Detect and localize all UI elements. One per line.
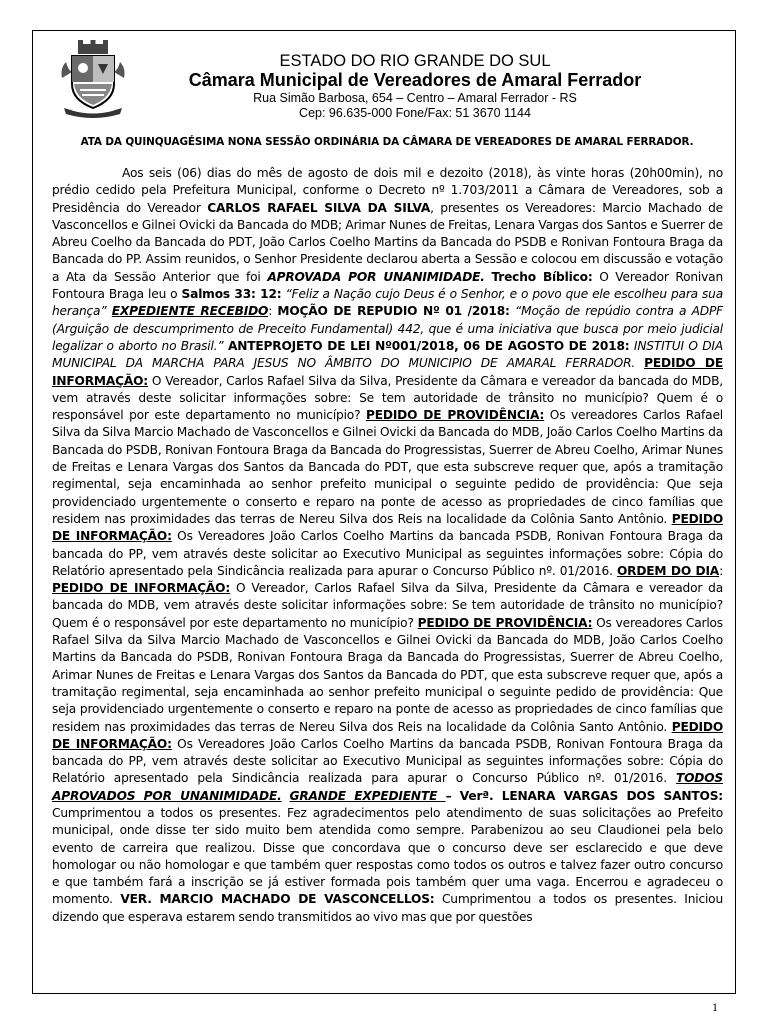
contact-line: Cep: 96.635-000 Fone/Fax: 51 3670 1144 <box>299 106 531 120</box>
text-run: “Moção de repúdio contra a ADPF (Arguição de descumprimento de Preceito Fundamental) 442, que é uma iniciativa que busca por meio judicial legalizar o aborto no Brasil.” <box>52 304 723 353</box>
text-run: “Feliz a Nação cujo Deus é o Senhor, e o povo que ele escolheu para sua herança” <box>52 287 724 319</box>
text-run: Os vereadores Carlos Rafael Silva da Silva Marcio Machado de Vasconcellos e Gilnei Ovicki da Bancada do MDB, João Carlos Coelho Martins da Bancada do PSDB, Ronivan Fontoura Braga da Bancada do Progressistas, Suerrer de Abreu Coelho, Arimar Nunes de Freitas e Lenara Vargas dos Santos da Bancada do PDT, que esta subscreve requer que, após a tramitação regimental, seja encaminhada ao senhor prefeito municipal o seguinte pedido de providência: Que seja providenciado urgentemente o conserto e reparo na ponte de acesso as propriedades de cinco famílias que residem nas proximidades das terras de Nereu Silva dos Reis na localidade da Colônia Santo Antônio. <box>52 408 723 526</box>
text-run: INSTITUI O DIA MUNICIPAL DA MARCHA PARA JESUS NO ÂMBITO DO MUNICIPIO DE AMARAL FERRADOR. <box>52 338 723 371</box>
text-run <box>282 789 290 803</box>
chamber-name: Câmara Municipal de Vereadores de Amaral Ferrador <box>188 70 642 90</box>
text-run: GRANDE EXPEDIENTE <box>289 788 446 803</box>
text-run: MOÇÃO DE REPUDIO Nº 01 /2018: <box>277 304 510 319</box>
text-run: PEDIDO DE INFORMAÇÃO: <box>52 356 723 388</box>
text-run: , presentes os Vereadores: Marcio Machado de Vasconcellos e Gilnei Ovicki da Bancada do MDB; Arimar Nunes de Freitas, Lenara Vargas dos Santos e Suerrer de Abreu Coelho da Bancada do PDT, João Carlos Coelho Martins da Bancada do PSDB e Ronivan Fontoura Braga da Bancada do PP. Assim reunidos, o Senhor Presidente declarou aberta a Sessão e colocou em discussão e votação a Ata da Sessão Anterior que foi <box>52 200 723 284</box>
text-run: PEDIDO DE INFORMAÇÃO: <box>52 511 723 544</box>
text-run: PEDIDO DE PROVIDÊNCIA: <box>417 615 593 630</box>
page-number: 1 <box>712 1000 718 1014</box>
text-run: : <box>719 563 724 578</box>
text-run: Os Vereadores João Carlos Coelho Martins da bancada PSDB, Ronivan Fontoura Braga da bancada do PP, vem através deste solicitar ao Executivo Municipal as seguintes informações sobre: Cópia do Relatório apresentado pela Sindicância realizada para apurar o Concurso Público nº. 01/2016. <box>52 736 723 786</box>
state-name: ESTADO DO RIO GRANDE DO SUL <box>279 52 551 70</box>
text-run: ANTEPROJETO DE LEI Nº001/2018, 06 DE AGOSTO DE 2018: <box>227 338 630 353</box>
text-run: Cumprimentou a todos os presentes. Iniciou dizendo que esperava estarem sendo transmitidos ao vivo mas que por questões <box>52 892 723 924</box>
text-run: EXPEDIENTE RECEBIDO <box>111 304 269 319</box>
municipal-coat-of-arms-icon <box>58 38 128 118</box>
minutes-body <box>52 165 723 926</box>
text-run: PEDIDO DE PROVIDÊNCIA: <box>365 408 545 423</box>
text-run: Os vereadores Carlos Rafael Silva da Silva Marcio Machado de Vasconcellos e Gilnei Ovicki da Bancada do MDB, João Carlos Coelho Martins da Bancada do PSDB, Ronivan Fontoura Braga da Bancada do Progressistas, Suerrer de Abreu Coelho, Arimar Nunes de Freitas e Lenara Vargas dos Santos da Bancada do PDT, que esta subscreve requer que, após a tramitação regimental, seja encaminhada ao senhor prefeito municipal o seguinte pedido de providência: Que seja providenciado urgentemente o conserto e reparo na ponte de acesso as propriedades de cinco famílias que residem nas proximidades das terras de Nereu Silva dos Reis na localidade da Colônia Santo Antônio. <box>52 615 723 734</box>
text-run: : <box>268 304 278 319</box>
text-run: ORDEM DO DIA <box>616 563 720 578</box>
text-run: O Vereador, Carlos Rafael Silva da Silva, Presidente da Câmara e vereador da bancada do MDB, vem através deste solicitar informações sobre: Se tem autoridade de trânsito no município? Quem é o responsável por este departamento no município? <box>52 373 723 423</box>
text-run: Cumprimentou a todos os presentes. Fez agradecimentos pelo atendimento de suas solicitações ao Prefeito municipal, onde disse ter sido muito bem atendida como sempre. Parabenizou ao seu Claudionei pela belo evento de carreira que realizou. Disse que concordava que o concurso deve ser esclarecido e que deve homologar ou não homologar e que também quer respostas como todos os outros e talvez fazer outro concurso e que também fará a inscrição se já estiver formada pois também quer uma vaga. Encerrou e agradeceu o momento. <box>52 805 723 907</box>
address-line: Rua Simão Barbosa, 654 – Centro – Amaral Ferrador - RS <box>253 91 577 105</box>
text-run: APROVADA POR UNANIMIDADE. <box>267 269 485 284</box>
text-run: PEDIDO DE INFORMAÇÃO: <box>52 581 231 596</box>
text-run: Trecho Bíblico: <box>491 269 593 284</box>
text-run: Os Vereadores João Carlos Coelho Martins da bancada PSDB, Ronivan Fontoura Braga da bancada do PP, vem através deste solicitar ao Executivo Municipal as seguintes informações sobre: Cópia do Relatório apresentado pela Sindicância realizada para apurar o Concurso Público nº. 01/2016. <box>52 529 723 578</box>
letterhead <box>130 52 700 121</box>
text-run: Aos seis (06) dias do mês de agosto de dois mil e dezoito (2018), às vinte horas (20h00min), no prédio cedido pela Prefeitura Municipal, conforme o Decreto nº 1.703/2011 a Câmara de Vereadores, sob a Presidência do Vereador <box>52 166 723 215</box>
minutes-paragraph <box>52 165 723 926</box>
text-run: O Vereador Ronivan Fontoura Braga leu o <box>52 269 723 302</box>
document-title: ATA DA QUINQUAGÉSIMA NONA SESSÃO ORDINÁRIA DA CÂMARA DE VEREADORES DE AMARAL FERRADOR. <box>80 136 694 148</box>
text-run: O Vereador, Carlos Rafael Silva da Silva, Presidente da Câmara e vereador da bancada do MDB, vem através deste solicitar informações sobre: Se tem autoridade de trânsito no município? Quem é o responsável por este departamento no município? <box>52 581 723 630</box>
text-run: CARLOS RAFAEL SILVA DA SILVA <box>207 200 431 215</box>
text-run <box>635 356 644 370</box>
text-run: TODOS APROVADOS POR UNANIMIDADE. <box>52 771 723 803</box>
text-run: PEDIDO DE INFORMAÇÃO: <box>52 719 723 751</box>
text-run: Salmos 33: 12: <box>181 287 282 302</box>
text-run: VER. MARCIO MACHADO DE VASCONCELLOS: <box>120 892 435 907</box>
text-run: – Verª. LENARA VARGAS DOS SANTOS: <box>445 788 723 803</box>
